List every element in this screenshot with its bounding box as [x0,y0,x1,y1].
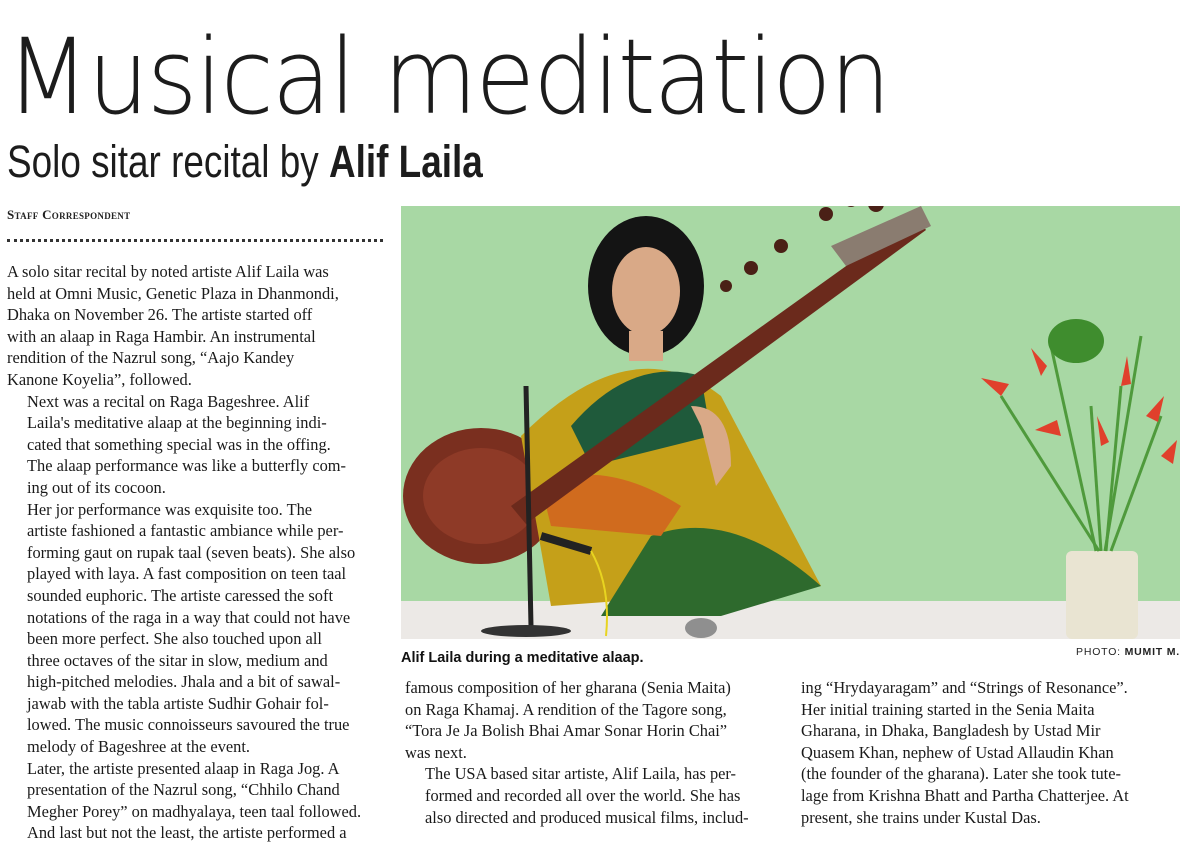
text-line: lowed. The music connoisseurs savoured the true [27,715,350,735]
text-line: And last but not the least, the artiste performed a [27,823,347,843]
text-line: Dhaka on November 26. The artiste started off [7,305,313,325]
text-line: The USA based sitar artiste, Alif Laila, has per- [425,764,737,784]
text-line: held at Omni Music, Genetic Plaza in Dhanmondi, [7,283,339,303]
photo-caption: Alif Laila during a meditative alaap. [401,650,644,666]
text-line: Kanone Koyelia”, followed. [7,369,192,389]
article-column-2 [405,677,780,828]
text-line: ing out of its cocoon. [27,477,166,497]
subhead-prefix: Solo sitar recital by [7,136,329,187]
text-line: was next. [405,742,467,762]
text-line: notations of the raga in a way that could not have [27,607,351,627]
text-line: present, she trains under Kustal Das. [801,807,1041,827]
photo-credit-name: MUMIT M. [1124,646,1180,658]
text-line: lage from Krishna Bhatt and Partha Chatterjee. At [801,785,1129,805]
byline: Staff Correspondent [7,207,131,222]
text-line: Quasem Khan, nephew of Ustad Allaudin Khan [801,742,1114,762]
text-line: ing “Hrydayaragam” and “Strings of Resonance”. [801,678,1128,697]
text-line: three octaves of the sitar in slow, medium and [27,650,328,670]
text-line: A solo sitar recital by noted artiste Alif Laila was [7,262,329,281]
text-line: formed and recorded all over the world. She has [425,785,741,805]
text-line: (the founder of the gharana). Later she took tute- [801,764,1121,784]
text-line: artiste fashioned a fantastic ambiance while per- [27,521,344,541]
text-line: on Raga Khamaj. A rendition of the Tagore song, [405,699,727,719]
text-line: The alaap performance was like a butterfly com- [27,456,347,476]
article-column-3 [801,677,1181,828]
text-line: been more perfect. She also touched upon all [27,629,322,649]
paragraph [405,677,780,763]
text-line: high-pitched melodies. Jhala and a bit of sawal- [27,672,341,692]
headline: Musical meditation [6,16,890,138]
paragraph [405,763,780,828]
photo-sitar-recital [401,206,1180,639]
text-line: melody of Bageshree at the event. [27,737,251,757]
photo-credit-label: PHOTO: [1076,646,1121,658]
dotted-divider [7,239,383,242]
text-line: Gharana, in Dhaka, Bangladesh by Ustad Mir [801,721,1101,741]
text-line: also directed and produced musical films, includ- [425,807,749,827]
text-line: played with laya. A fast composition on teen taal [27,564,347,584]
text-line: Laila's meditative alaap at the beginning indi- [27,413,327,433]
text-line: cated that something special was in the offing. [27,434,331,454]
paragraph [7,499,387,758]
paragraph [7,391,387,499]
text-line: “Tora Je Ja Bolish Bhai Amar Sonar Horin Chai” [405,721,728,741]
text-line: Her initial training started in the Senia Maita [801,699,1095,719]
text-line: Next was a recital on Raga Bageshree. Alif [27,391,310,411]
text-line: Her jor performance was exquisite too. The [27,499,313,519]
text-line: jawab with the tabla artiste Sudhir Gohair fol- [27,693,329,713]
paragraph [7,261,387,391]
text-line: presentation of the Nazrul song, “Chhilo Chand [27,780,340,800]
text-line: with an alaap in Raga Hambir. An instrumental [7,326,316,346]
text-line: sounded euphoric. The artiste caressed the soft [27,585,334,605]
text-line: forming gaut on rupak taal (seven beats). She also [27,542,356,562]
text-line: famous composition of her gharana (Senia Maita) [405,678,731,697]
paragraph [7,758,387,844]
subhead-artist-name: Alif Laila [328,136,483,187]
subheadline [7,136,483,188]
text-line: rendition of the Nazrul song, “Aajo Kandey [7,348,295,368]
photo-illustration [401,206,1180,639]
text-line: Megher Porey” on madhyalaya, teen taal followed. [27,801,362,821]
photo-credit [1076,646,1180,658]
article-column-1 [7,261,387,844]
text-line: Later, the artiste presented alaap in Raga Jog. A [27,758,340,778]
paragraph [801,677,1181,828]
